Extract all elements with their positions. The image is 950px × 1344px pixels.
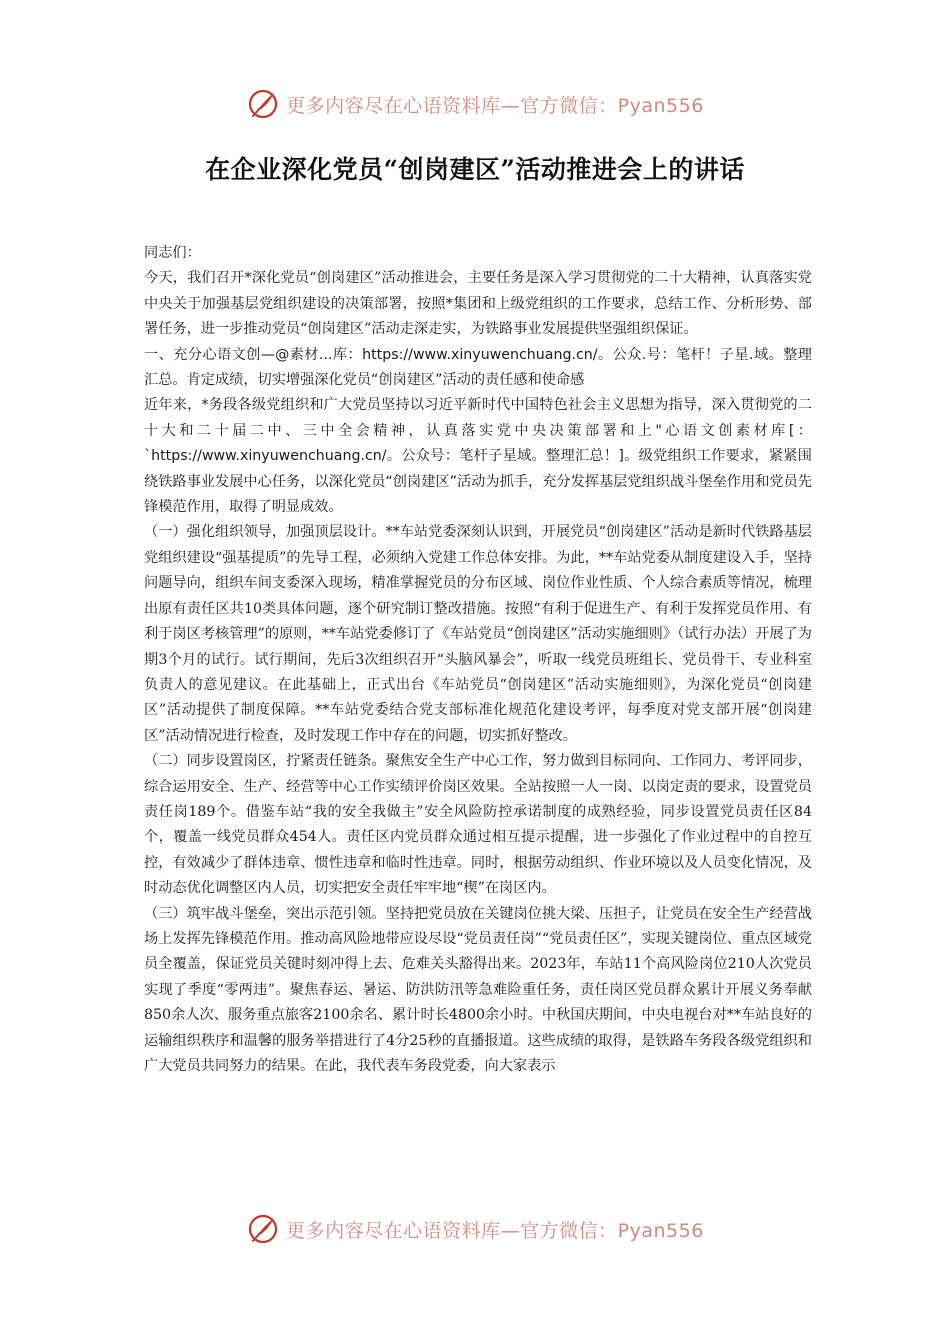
feather-circle-logo-icon [246, 87, 280, 121]
watermark-group [246, 87, 704, 121]
watermark-text: 更多内容尽在心语资料库—官方微信：Pyan556 [286, 1219, 704, 1242]
section-heading: 一、充分心语文创—@素材...库：https://www.xinyuwenchuang.cn/。公众.号：笔杆！子星.域。整理汇总。肯定成绩，切实增强深化党员“创岗建区”活动的责任感和使命感 [144, 346, 812, 389]
document-body [144, 241, 812, 1079]
paragraph-responsibility-chain: （二）同步设置岗区，拧紧责任链条。聚焦安全生产中心工作，努力做到目标同向、工作同力、考评同步，综合运用安全、生产、经营等中心工作实绩评价岗区效果。全站按照一人一岗、以岗定责的要求，设置党员责任岗189个。借鉴车站“我的安全我做主”安全风险防控承诺制度的成熟经验，同步设置党员责任区84个，覆盖一线党员群众454人。责任区内党员群众通过相互提示提醒，进一步强化了作业过程中的自控互控，有效减少了群体违章、惯性违章和临时性违章。同时，根据劳动组织、作业环境以及人员变化情况，及时动态优化调整区内人员，切实把安全责任牢牢地“楔”在岗区内。 [144, 753, 812, 897]
greeting: 同志们： [144, 245, 201, 261]
watermark-group [246, 1212, 704, 1246]
feather-circle-logo-icon [246, 1212, 280, 1246]
section-summary-paragraph: 近年来，*务段各级党组织和广大党员坚持以习近平新时代中国特色社会主义思想为指导，深入贯彻党的二十大和二十届二中、三中全会精神，认真落实党中央决策部署和上"心语文创素材库[：`https://www.xinyuwenchuang.cn/。公众号：笔杆子星域。整理汇总！]。级党组织工作要求，紧紧围绕铁路事业发展中心任务，以深化党员“创岗建区”活动为抓手，充分发挥基层党组织战斗堡垒作用和党员先锋模范作用，取得了明显成效。 [144, 397, 812, 516]
header-watermark [0, 84, 950, 124]
paragraph-organization-leadership: （一）强化组织领导，加强顶层设计。**车站党委深刻认识到，开展党员“创岗建区”活动是新时代铁路基层党组织建设“强基提质”的先导工程，必须纳入党建工作总体安排。为此，**车站党委从制度建设入手，坚持问题导向，组织车间支委深入现场，精准掌握党员的分布区域、岗位作业性质、个人综合素质等情况，梳理出原有责任区共10类具体问题，逐个研究制订整改措施。按照“有利于促进生产、有利于发挥党员作用、有利于岗区考核管理”的原则，**车站党委修订了《车站党员“创岗建区”活动实施细则》（试行办法）开展了为期3个月的试行。试行期间，先后3次组织召开“头脑风暴会”，听取一线党员班组长、党员骨干、专业科室负责人的意见建议。在此基础上，正式出台《车站党员“创岗建区”活动实施细则》，为深化党员“创岗建区”活动提供了制度保障。**车站党委结合党支部标准化规范化建设考评，每季度对党支部开展“创岗建区”活动情况进行检查，及时发现工作中存在的问题，切实抓好整改。 [144, 524, 812, 744]
paragraph-demonstration: （三）筑牢战斗堡垒，突出示范引领。坚持把党员放在关键岗位挑大梁、压担子，让党员在安全生产经营战场上发挥先锋模范作用。推动高风险地带应设尽设“党员责任岗”“党员责任区”，实现关键岗位、重点区域党员全覆盖，保证党员关键时刻冲得上去、危难关头豁得出来。2023年，车站11个高风险岗位210人次党员实现了季度“零两违”。聚焦春运、暑运、防洪防汛等急难险重任务，责任岗区党员群众累计开展义务奉献850余人次、服务重点旅客2100余名、累计时长4800余小时。中秋国庆期间，中央电视台对**车站良好的运输组织秩序和温馨的服务举措进行了4分25秒的直播报道。这些成绩的取得，是铁路车务段各级党组织和广大党员共同努力的结果。在此，我代表车务段党委，向大家表示 [144, 905, 812, 1074]
watermark-text: 更多内容尽在心语资料库—官方微信：Pyan556 [286, 94, 704, 117]
document-title: 在企业深化党员“创岗建区”活动推进会上的讲话 [205, 155, 745, 184]
footer-watermark [0, 1209, 950, 1249]
intro-paragraph: 今天，我们召开*深化党员“创岗建区”活动推进会，主要任务是深入学习贯彻党的二十大精神，认真落实党中央关于加强基层党组织建设的决策部署，按照*集团和上级党组织的工作要求，总结工作、分析形势、部署任务，进一步推动党员“创岗建区”活动走深走实，为铁路事业发展提供坚强组织保证。 [144, 270, 812, 338]
